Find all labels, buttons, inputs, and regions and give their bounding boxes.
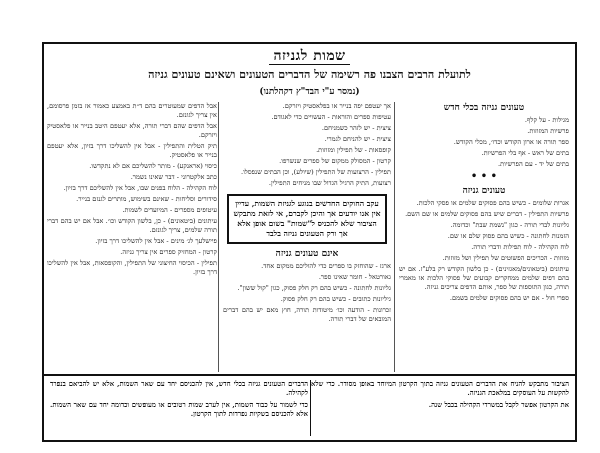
list-item: אבל הדפים שהם דברי תורה, אלא יעטפם היטב בנייר או פלאסטיק ויזרקם. [47, 122, 217, 139]
list-item: בתים של ראש - אף בלי הפרשיות. [481, 149, 569, 157]
list-item: מזוזות - הכריכים הפשוטים של תפילין ושל מזוזות. [442, 254, 569, 262]
notice-title: שמות לגניזה [44, 48, 575, 65]
footer-band [44, 374, 575, 440]
list-item: קרטון - המחזיק ספרים אין צריך גניזה. [120, 248, 217, 256]
list-item: גאורטאל - חומר שאינו ספר. [318, 273, 391, 281]
list-item: ציצית - יש להניחם לגמרי. [324, 135, 391, 143]
list-item: פרשיות המזוזות. [527, 127, 569, 135]
list-item: כיסוי (אראנקע) - מותר להשליכם אם לא נתקדשו. [89, 162, 217, 170]
notice-subtitle: לתועלת הרבים הצבנו פה רשימה של הדברים הטעונים ושאינם טעונים גניזה [148, 68, 471, 81]
middle-column [223, 102, 391, 376]
list-item: כתב אלקטרוני - דבר שאינו נשמר. [130, 173, 217, 181]
separator-dots: • • • [470, 171, 498, 182]
footer-paragraph: הציבור מתבקש להניח את הדברים הטעונים גניזה בתוך הקרטון המיוחד באופן מסודר. כדי שלא להקשות על העוסקים במלאכת הגניזה. [311, 380, 569, 398]
list-item: ארגז - שהוחזק בו ספרים כדי להוליכם ממקום אחד. [261, 262, 391, 270]
footer-paragraph: את הקרטון אפשר לקבל במשרדי הקהילה בכבל שנה. [428, 400, 569, 409]
list-item: לוח הקהילה - לוח תפילות ודברי תורה. [471, 243, 569, 251]
list-item: גליונות לחתונה - כשיש בהם רק חלק פסוק, כגון "קול ששון". [237, 284, 391, 292]
notice-frame [42, 42, 577, 442]
section-heading: אינם טעונים גניזה [275, 249, 339, 259]
list-item: הזמנות לחתונה - כשיש בהם פסוק שלם או שם. [447, 232, 569, 240]
list-item: ציצית - יש לזהר כשמניחם. [321, 124, 391, 132]
list-item: קופסאות - של תפילין ומזוזות. [316, 146, 391, 154]
list-item: עיטופים מספרים - המיועדים לשמות. [122, 206, 217, 214]
list-item: ספר תורה או ארון הקודש וכדו׳, מכלי הקודש. [453, 138, 569, 146]
list-item: אך יעטפם יפה בנייר או בפלאסטיק ויזרקם. [282, 102, 391, 110]
list-item: תפילין - הרצועות של התפילין (שיולע), וכן הבתים שנפסלו. [240, 168, 391, 176]
list-item: אבל הדפים שמעוטרים בהם ד״ת באמצע כאמור אז בזמן פרסומם, אין צריך לגונזם. [47, 102, 217, 119]
list-item: פיישלעך לג׳ מינים - אבל אין להשליכו דרך בזיון. [95, 237, 217, 245]
footer-paragraph: כדי לשמור על כבוד השמות, אין לערב שמות רטובים או מעופשים וכדומה יחד עם שאר השמות. אלא להכניסם בשקיות נפרדות לתוך הקרטון. [50, 400, 308, 418]
column-divider [218, 102, 219, 372]
list-item: גיליונות כתובים - כשיש בהם רק חלק פסוק. [280, 295, 391, 303]
column-divider [394, 102, 395, 372]
section-heading: טעונים גניזה בכלי חדש [443, 103, 525, 113]
list-item: אגרות שלומים - כשיש בהם פסוקים שלמים או פסקי הלכות. [416, 199, 569, 207]
list-item: רצועות, התיק הרגיל הגדול שבו מניחים התפילין. [268, 179, 391, 187]
list-item: עיתונים (ביטאונים) - כן, בלשון הקודש וכו׳. אבל אם יש בהם דברי תורה שלמים, צריך לגונזם. [47, 217, 217, 234]
list-item: סידורים וסליחות - שאינם בשימוש, מותרים לגנזם בנייר. [76, 195, 217, 203]
callout-box: עקב החוקים החדשים בנוגע לגניזת השמות, עדיין אין אנו יודעים אך והיכן לקברם, אי לזאת מתבקש הציבור שלא להכניס ל"שמות" בשום אופן אלא אך ורק הטעונים גניזה בלבד [227, 194, 387, 244]
footer-paragraph: הדברים הטעונים גניזה בכלי חדש, אין להכניסם יחד עם שאר השמות, אלא יש להביאם בנפרד לקהילה. [50, 380, 308, 398]
right-column [399, 102, 569, 376]
list-item: תיק הטלית והתפילין - אבל אין להשליכו דרך בזיון, אלא יעטפם בנייר או פלאסטיק. [47, 142, 217, 159]
list-item: עיתונים (ביטאונים/מאגזינים) - כן בלשון הקודש רק בלע"ז. אם יש בהם דפים שלמים ממחקרים קבועים של פסוקי הלכות או מאמרי תורה, כגון התוספות של ספר, אותם הדפים צריכים גניזה. [399, 265, 569, 291]
footer-right [311, 380, 569, 412]
list-item: בתים של יד - עם הפרשיות. [498, 160, 569, 168]
list-item: מגילות - על קלף. [524, 116, 569, 124]
list-item: ספרי חול - אם יש בהם פסוקים שלמים בשמם. [449, 294, 569, 302]
section-heading: טעונים גניזה [462, 186, 506, 196]
list-item: קרטון - המסולק ממקום של ספרים שנשרפו. [279, 157, 391, 165]
list-item: עטיפות ספרים והוראות - העשויים כדי לאגודם. [271, 113, 391, 121]
left-column [47, 102, 217, 376]
list-item: לוח הקהילה - הלוח בפנים שבו, אבל אין להשליכם דרך בזיון. [63, 184, 217, 192]
footer-divider [310, 380, 311, 436]
footer-left [50, 380, 308, 421]
notice-credit: (נמסר ע"י הבד"ץ דקהלתנו) [259, 87, 360, 97]
list-item: תפילין - הכיסוי החיצוני של התפילין, והקופסאות, אבל אין להשליכו דרך בזיון. [47, 259, 217, 276]
list-item: פרשיות התפילין - דברים שיש בהם פסוקים שלמים או שם השם. [405, 210, 569, 218]
list-item: גליונות לבדי תורה - כגון "נשמת שבת" וכדומה. [450, 221, 569, 229]
list-item: זכרונות - הודעה וכו׳ מיטודות תורה, חוץ מאם יש בהם דברים המובאים של דברי תורה. [223, 306, 391, 323]
